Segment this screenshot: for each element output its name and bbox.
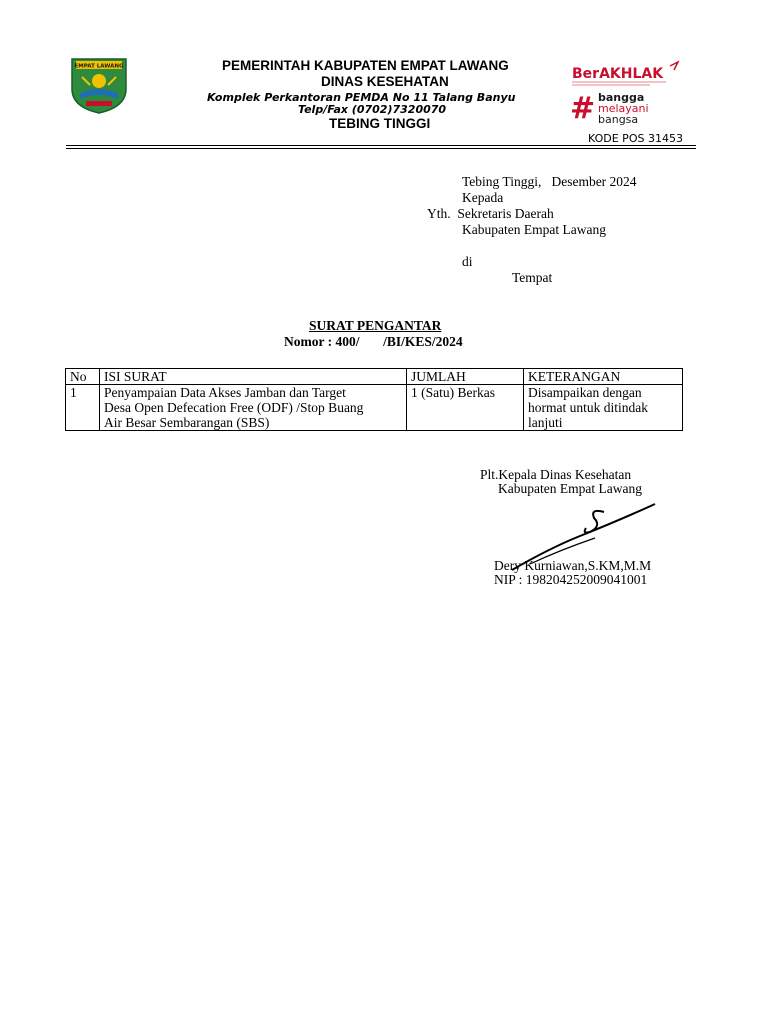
svg-text:#: # [570,91,596,126]
table-cell-keterangan [524,385,683,431]
table-cell-jumlah: 1 (Satu) Berkas [407,385,524,431]
letterhead-phone: Telp/Fax (0702)7320070 [298,103,447,116]
recipient-name: Yth. Sekretaris Daerah [427,206,554,221]
letter-date: Tebing Tinggi, Desember 2024 [462,174,637,189]
regency-emblem-logo [68,55,130,115]
letter-number: Nomor : 400/ /BI/KES/2024 [284,334,463,349]
bangga-logo-line2: melayani [598,102,649,115]
berakhlak-logo [570,60,690,88]
bangga-logo-line3: bangsa [598,113,639,126]
table-cell-no: 1 [66,385,100,431]
table-cell-isi-line: Air Besar Sembarangan (SBS) [104,415,270,430]
table-cell-isi [100,385,407,431]
logo-emblem-text: EMPAT LAWANG [74,63,124,70]
letterhead-divider [66,145,696,146]
bangga-logo-line1: bangga [598,91,645,104]
letterhead-department: DINAS KESEHATAN [321,74,449,89]
signatory-name: Dery Kurniawan,S.KM,M.M [494,558,652,573]
table-cell-isi-line: Desa Open Defecation Free (ODF) /Stop Buang [104,400,364,415]
signatory-nip: NIP : 198204252009041001 [494,572,648,587]
letterhead-address: Komplek Perkantoran PEMDA No 11 Talang Banyu [207,91,516,104]
letterhead-city: TEBING TINGGI [329,116,431,131]
recipient-regency: Kabupaten Empat Lawang [462,222,606,237]
letterhead-government: PEMERINTAH KABUPATEN EMPAT LAWANG [222,58,509,73]
table-cell-isi-line: Penyampaian Data Akses Jamban dan Target [104,385,346,400]
recipient-di: di [462,254,473,269]
table-header-row [66,369,683,385]
letterhead-divider-secondary [66,148,696,149]
table-header-no: No [66,369,100,385]
table-cell-keterangan-line: lanjuti [528,415,563,430]
letter-title: SURAT PENGANTAR [309,318,442,333]
table-header-jumlah: JUMLAH [407,369,524,385]
signatory-position: Plt.Kepala Dinas Kesehatan [480,467,632,482]
recipient-kepada: Kepada [462,190,504,205]
signatory-regency: Kabupaten Empat Lawang [498,481,642,496]
berakhlak-logo-text: BerAKHLAK [572,66,664,82]
table-header-isi: ISI SURAT [100,369,407,385]
postal-code: KODE POS 31453 [588,132,683,145]
table-row [66,385,683,431]
table-cell-keterangan-line: hormat untuk ditindak [528,400,648,415]
table-cell-keterangan-line: Disampaikan dengan [528,385,642,400]
table-header-keterangan: KETERANGAN [524,369,683,385]
recipient-place: Tempat [512,270,553,285]
letter-contents-table [65,368,683,431]
bangga-melayani-bangsa-logo [570,90,688,126]
handwritten-signature [510,498,660,573]
